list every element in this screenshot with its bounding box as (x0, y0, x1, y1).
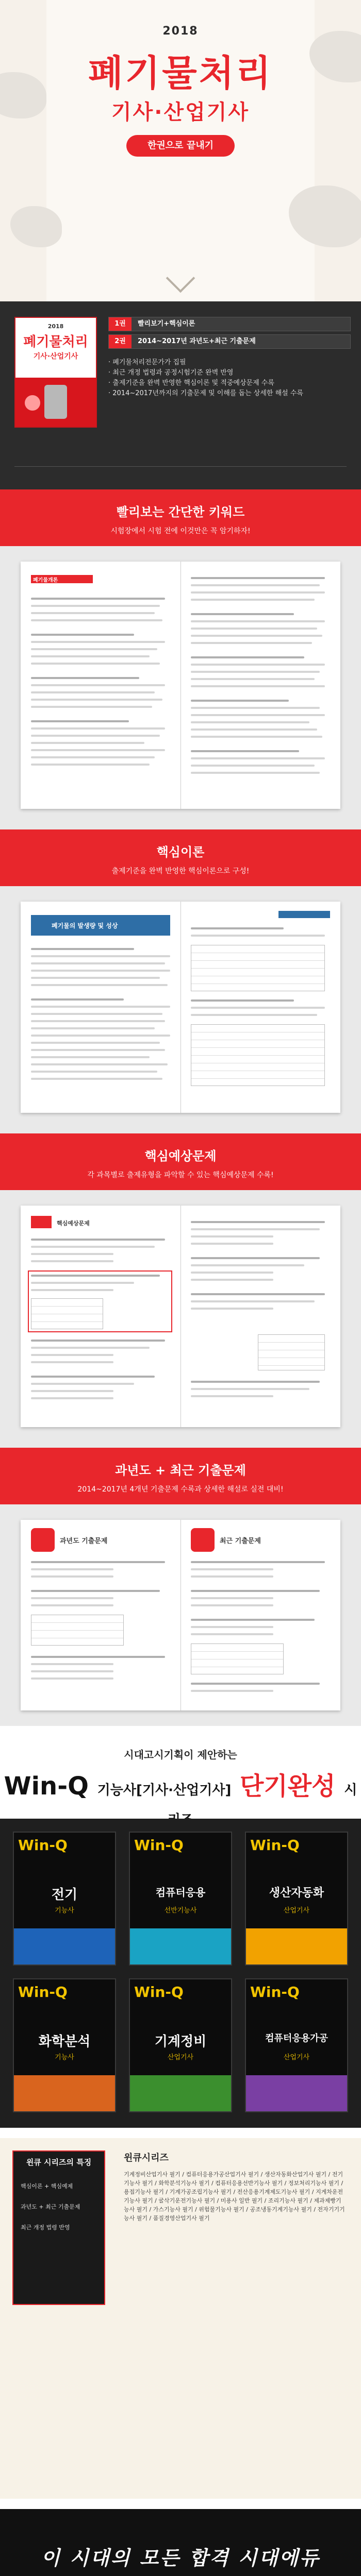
section-title: 과년도 + 최근 기출문제 (115, 1463, 246, 1478)
section-core-theory (0, 829, 361, 1133)
section-desc: 시험장에서 시험 전에 이것만은 꼭 암기하자! (110, 527, 251, 535)
series-book[interactable]: Win-Q 컴퓨터응용가공 산업기사 (245, 1978, 348, 2112)
series-book-type: 산업기사 (283, 2054, 310, 2061)
section-keywords (0, 489, 361, 829)
win-q-series (0, 1726, 361, 2509)
book-intro (0, 301, 361, 489)
sidebox-item: 과년도 + 최근 기출문제 (21, 2204, 80, 2210)
series-info-text: 기계정비산업기사 필기 / 컴퓨터응용가공산업기사 필기 / 생산자동화산업기사 필기 / 전기기능사 필기 / 화학분석기능사 필기 / 컴퓨터응용선반기능사 필기 / 정보처리기능사 필기 / 용접기능사 필기 / 기계가공조립기능사 필기 / 전산응용기계제도기능사 필기 / 지게차운전기능사 필기 / 굴삭기운전기능사 필기 / 미용사 일반 필기 / 조리기능사 필기 / 제과제빵기능사 필기 / 가스기능사 필기 / 위험물기능사 필기 / 공조냉동기계기능사 필기 / 전자기기기능사 필기 / 품질경영산업기사 필기 (124, 2171, 345, 2222)
series-book-type: 기능사 (55, 2054, 74, 2061)
slogan: 이 시대의 모든 합격 시대에듀 (41, 2547, 320, 2569)
section-title: 핵심이론 (156, 845, 205, 859)
book-spread-preview (21, 562, 340, 809)
series-book-name: 화학분석 (38, 2034, 91, 2049)
data-table (258, 1334, 325, 1370)
book-spread-preview (21, 902, 340, 1113)
lightbulb-icon (25, 395, 40, 411)
year-badge (191, 1528, 215, 1552)
section-desc: 각 과목별로 출제유형을 파악할 수 있는 핵심예상문제 수록! (87, 1171, 274, 1179)
hero-title: 폐기물처리 (88, 52, 273, 94)
hero-year: 2018 (162, 25, 199, 38)
chapter-label: 폐기물의 발생량 및 성상 (52, 922, 118, 929)
hero-subtitle: 기사·산업기사 (111, 100, 250, 124)
book-spread-preview (21, 1520, 340, 1710)
feature-text: 2014~2017년 과년도+최근 기출문제 (138, 337, 256, 345)
series-book-type: 기능사 (55, 1907, 74, 1914)
crumpled-paper-decoration (10, 206, 62, 247)
data-table (31, 1615, 124, 1646)
data-table (191, 1643, 284, 1674)
series-book[interactable]: Win-Q 전기 기능사 (13, 1832, 116, 1965)
data-table (191, 1024, 325, 1086)
chapter-label: 최근 기출문제 (220, 1537, 261, 1545)
book-spread-preview (21, 1206, 340, 1427)
data-table (191, 945, 325, 991)
feature-number: 1권 (109, 317, 132, 331)
series-book[interactable]: Win-Q 컴퓨터응용 선반기능사 (129, 1832, 232, 1965)
divider (14, 466, 347, 467)
feature-row (108, 317, 351, 331)
bullet-item: · 출제기준을 완벽 반영한 핵심이론 및 적중예상문제 수록 (108, 379, 346, 388)
bullet-item: · 최근 개정 법령과 공정시험기준 완벽 반영 (108, 368, 346, 378)
series-book-name: 컴퓨터응용가공 (265, 2033, 328, 2044)
section-desc: 출제기준을 완벽 반영한 핵심이론으로 구성! (111, 867, 250, 875)
book-title: 폐기물처리 (23, 334, 88, 350)
series-features-box (12, 2150, 105, 2305)
series-book-type: 산업기사 (283, 1907, 310, 1914)
section-desc: 2014~2017년 4개년 기출문제 수록과 상세한 해설로 실전 대비! (77, 1485, 284, 1494)
feature-bullets (108, 358, 346, 399)
highlight-box (28, 1270, 172, 1332)
sidebox-title: 윈큐 시리즈의 특징 (26, 2158, 92, 2167)
waste-can-image (44, 385, 67, 419)
series-book-name: 컴퓨터응용 (155, 1886, 206, 1899)
feature-text: 빨리보기+핵심이론 (138, 320, 195, 328)
series-suffix: 시 (344, 1783, 357, 1798)
section-title: 핵심예상문제 (144, 1149, 217, 1163)
bullet-item: · 폐기물처리전문가가 집필 (108, 358, 346, 367)
book-cover-band (15, 378, 96, 427)
year-badge (31, 1528, 55, 1552)
section-past-exams (0, 1448, 361, 1726)
series-book-type: 산업기사 (167, 2054, 194, 2061)
series-info (0, 2138, 361, 2499)
series-main: 단기완성 (240, 1772, 336, 1801)
sidebox-item: 핵심이론 + 핵심예제 (21, 2183, 73, 2190)
chapter-label: 핵심예상문제 (57, 1220, 90, 1227)
feature-row (108, 334, 351, 349)
bullet-item: · 2014~2017년까지의 기출문제 및 이해를 돕는 상세한 해설 수록 (108, 389, 346, 398)
series-book-name: 전기 (51, 1887, 78, 1903)
series-brand: Win-Q (4, 1772, 89, 1801)
hero-tagline: 한권으로 끝내기 (126, 135, 235, 157)
series-info-title: 윈큐시리즈 (124, 2153, 169, 2163)
section-expected-questions (0, 1133, 361, 1448)
series-book-type: 선반기능사 (164, 1907, 197, 1914)
section-title: 빨리보는 간단한 키워드 (116, 505, 245, 519)
series-intro: 시대고시기획이 제안하는 (124, 1749, 237, 1761)
chapter-label: 과년도 기출문제 (60, 1537, 108, 1545)
book-cover (14, 317, 97, 428)
chapter-label: 폐기물개론 (33, 578, 58, 583)
slogan-banner (0, 2509, 361, 2576)
series-book[interactable]: Win-Q 생산자동화 산업기사 (245, 1832, 348, 1965)
hero-banner (0, 0, 361, 301)
series-books-grid (0, 1819, 361, 2128)
series-book[interactable]: Win-Q 기계정비 산업기사 (129, 1978, 232, 2112)
series-book-name: 생산자동화 (269, 1887, 324, 1900)
series-book-name: 기계정비 (154, 2034, 207, 2049)
book-year: 2018 (47, 323, 64, 330)
feature-number: 2권 (109, 335, 132, 348)
sidebox-item: 최근 개정 법령 반영 (21, 2224, 70, 2231)
series-book[interactable]: Win-Q 화학분석 기능사 (13, 1978, 116, 2112)
series-type: 기능사[기사·산업기사] (97, 1783, 232, 1798)
book-subtitle: 기사·산업기사 (33, 352, 78, 361)
